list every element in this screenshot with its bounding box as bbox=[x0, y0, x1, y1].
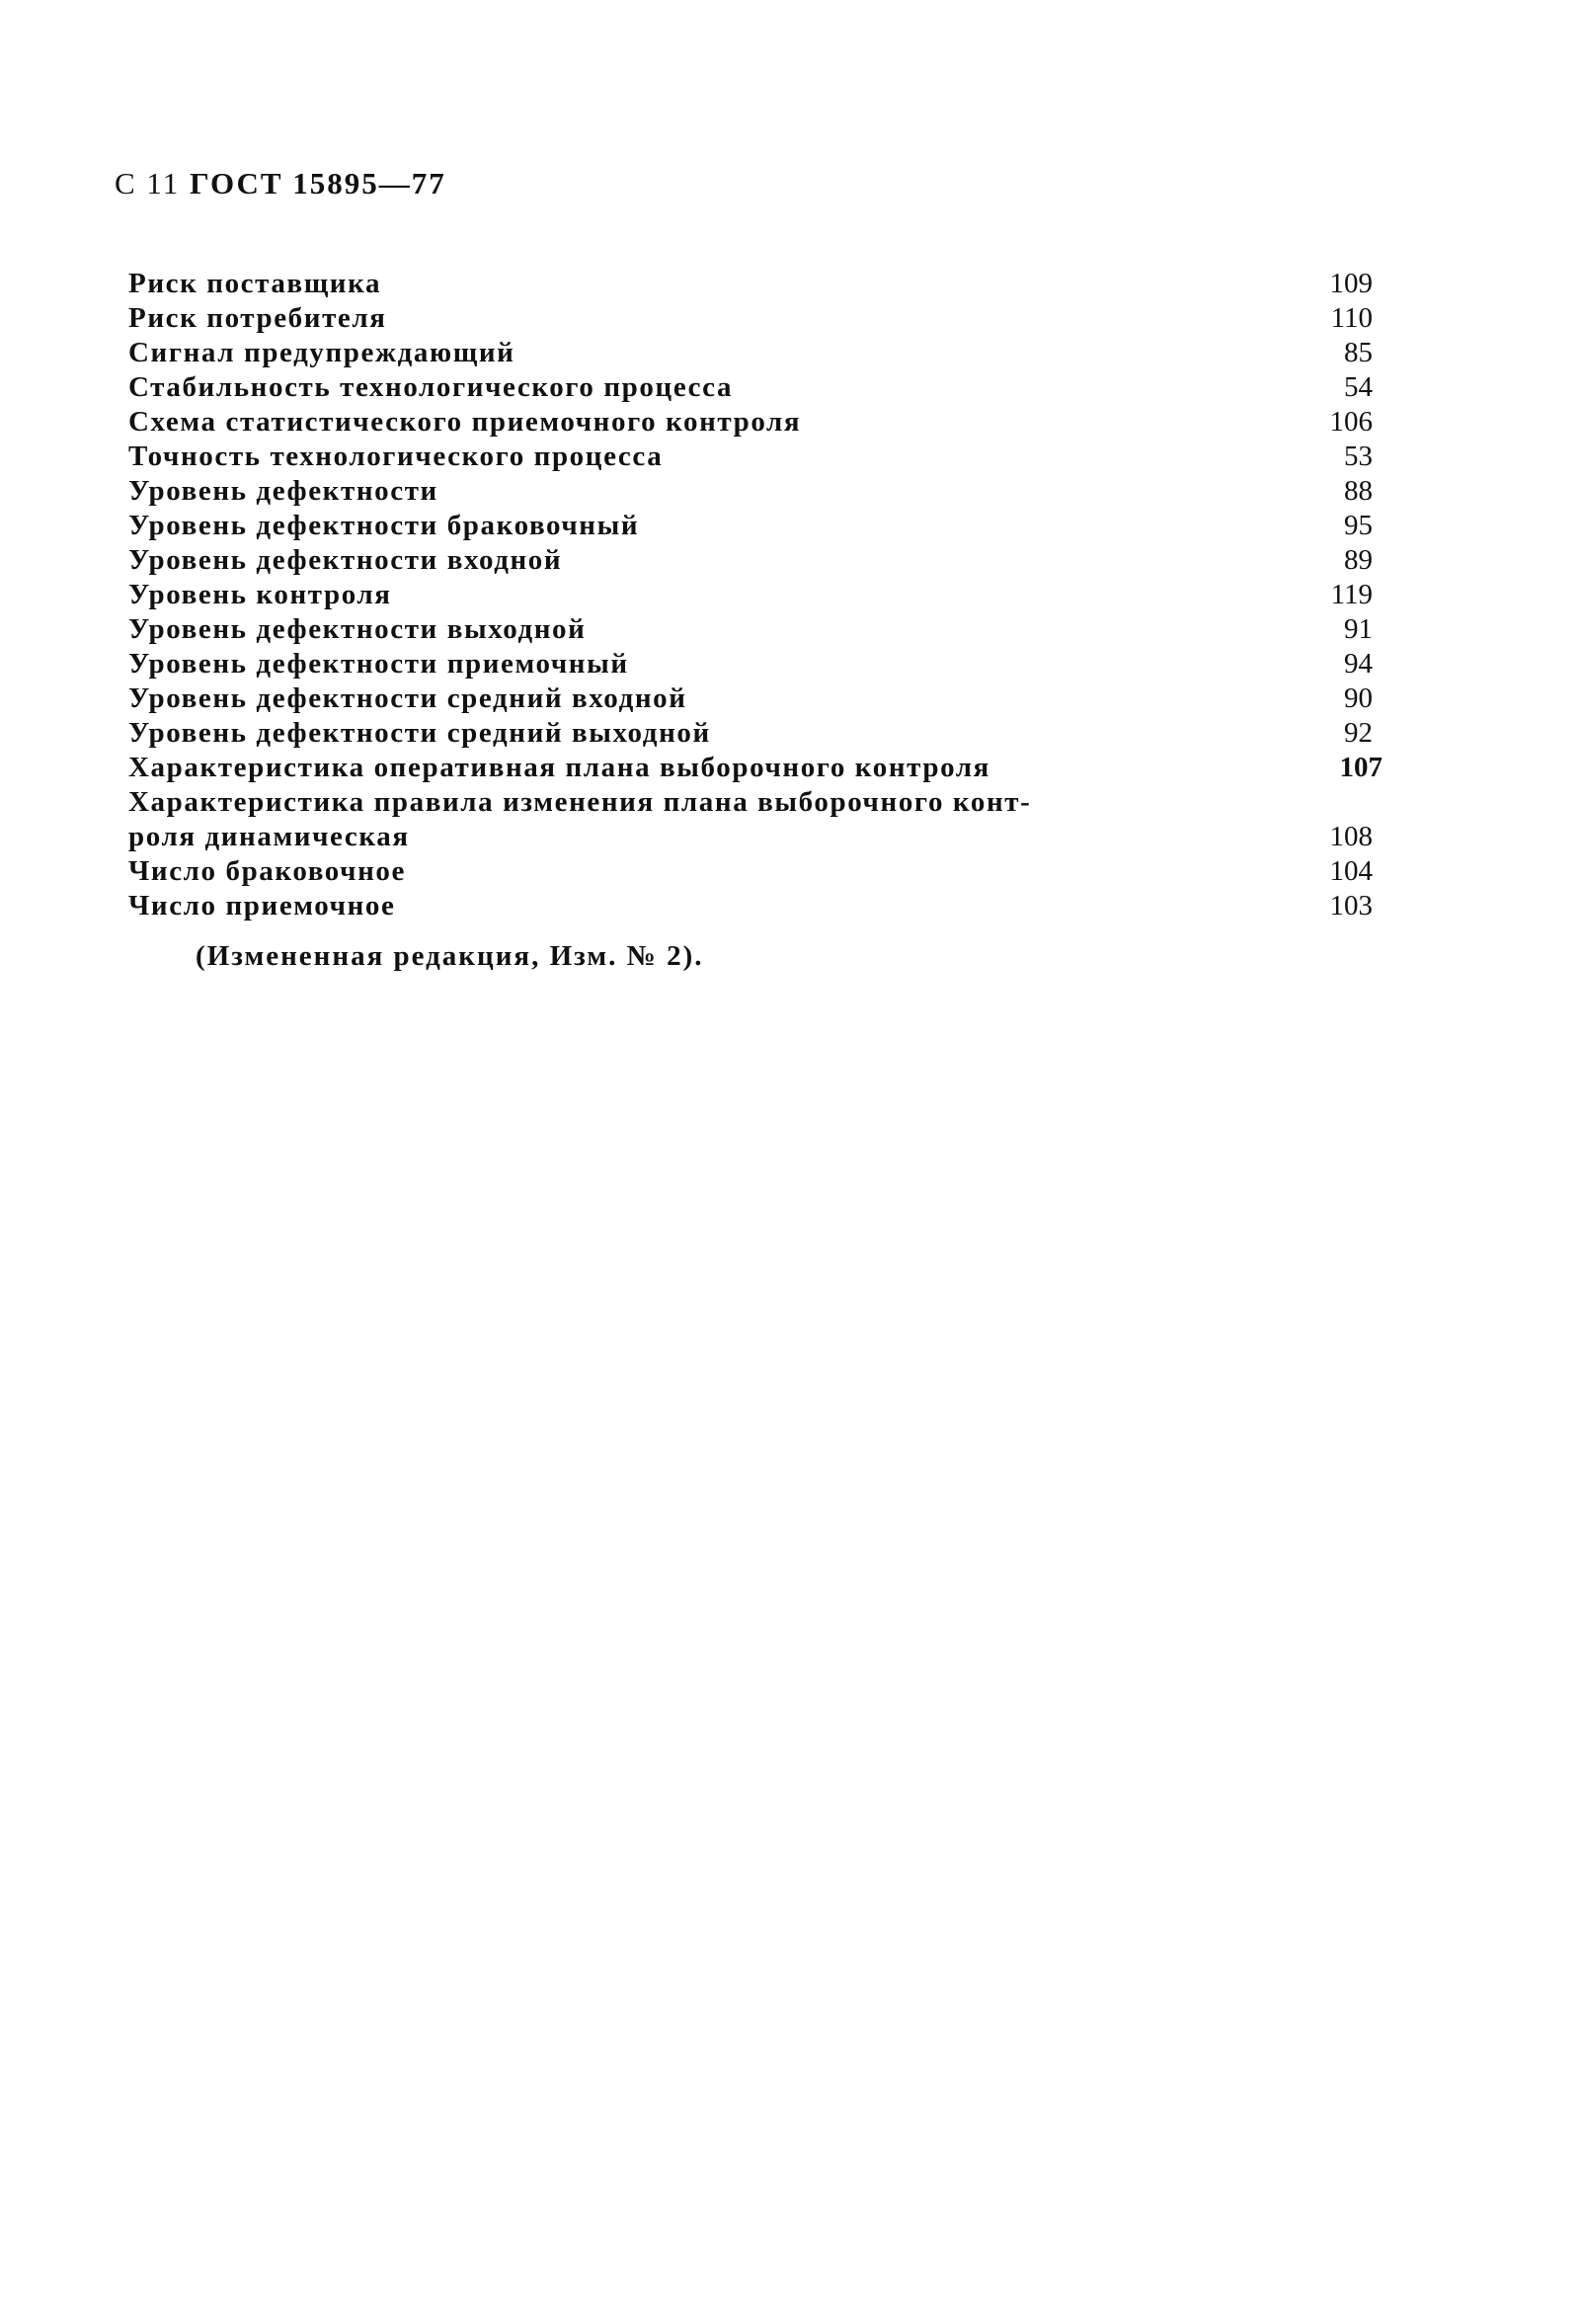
index-page-number: 110 bbox=[1330, 302, 1373, 334]
index-page-number: 54 bbox=[1344, 371, 1373, 403]
index-page-number: 107 bbox=[1339, 752, 1382, 783]
index-term: Уровень контроля bbox=[128, 579, 392, 610]
index-entry bbox=[128, 370, 1402, 405]
standard-designation: ГОСТ 15895—77 bbox=[190, 166, 446, 200]
index-entry bbox=[128, 301, 1402, 336]
index-entry bbox=[128, 854, 1402, 889]
index-page-number: 95 bbox=[1344, 510, 1373, 541]
index-entry bbox=[128, 889, 1402, 923]
index-term: Риск потребителя bbox=[128, 302, 387, 334]
index-page-number: 106 bbox=[1329, 406, 1373, 438]
index-term-continuation: роля динамическая bbox=[128, 821, 410, 852]
index-entry bbox=[128, 267, 1402, 301]
index-entry bbox=[128, 716, 1402, 751]
index-page-number: 104 bbox=[1329, 855, 1373, 887]
index-page-number: 88 bbox=[1344, 475, 1373, 507]
term-index bbox=[128, 267, 1402, 923]
index-entry bbox=[128, 440, 1402, 474]
index-page-number: 103 bbox=[1329, 890, 1373, 922]
index-entry bbox=[128, 681, 1402, 716]
index-term: Уровень дефектности браковочный bbox=[128, 510, 640, 541]
index-page-number: 92 bbox=[1344, 717, 1373, 749]
index-term: Риск поставщика bbox=[128, 268, 382, 299]
index-term: Уровень дефектности bbox=[128, 475, 438, 507]
index-entry bbox=[128, 578, 1402, 612]
index-entry bbox=[128, 474, 1402, 509]
index-page-number: 91 bbox=[1344, 613, 1373, 645]
index-page-number: 85 bbox=[1344, 337, 1373, 368]
index-page-number: 94 bbox=[1344, 648, 1373, 680]
index-entry bbox=[128, 509, 1402, 543]
index-term: Схема статистического приемочного контроля bbox=[128, 406, 802, 438]
index-term: Уровень дефектности средний входной bbox=[128, 682, 687, 714]
page-label: С 11 bbox=[115, 166, 181, 200]
index-entry bbox=[128, 543, 1402, 578]
index-term: Уровень дефектности средний выходной bbox=[128, 717, 711, 749]
index-term: Характеристика правила изменения плана выборочного конт- bbox=[128, 786, 1032, 818]
index-page-number: 108 bbox=[1329, 821, 1373, 852]
index-term: Уровень дефектности выходной bbox=[128, 613, 587, 645]
index-term: Уровень дефектности приемочный bbox=[128, 648, 629, 680]
index-page-number: 90 bbox=[1344, 682, 1373, 714]
index-page-number: 109 bbox=[1329, 268, 1373, 299]
revision-note: (Измененная редакция, Изм. № 2). bbox=[196, 940, 704, 972]
index-entry bbox=[128, 405, 1402, 440]
index-entry-continuation bbox=[128, 820, 1402, 854]
index-entry bbox=[128, 785, 1402, 820]
index-page-number: 89 bbox=[1344, 544, 1373, 576]
index-entry bbox=[128, 751, 1402, 785]
index-term: Характеристика оперативная плана выборочного контроля bbox=[128, 752, 990, 783]
index-page-number: 53 bbox=[1344, 441, 1373, 472]
index-page-number: 119 bbox=[1330, 579, 1373, 610]
index-term: Число браковочное bbox=[128, 855, 406, 887]
index-term: Уровень дефектности входной bbox=[128, 544, 563, 576]
index-entry bbox=[128, 647, 1402, 681]
index-term: Число приемочное bbox=[128, 890, 396, 922]
index-entry bbox=[128, 336, 1402, 370]
index-term: Сигнал предупреждающий bbox=[128, 337, 515, 368]
index-term: Точность технологического процесса bbox=[128, 441, 664, 472]
index-entry bbox=[128, 612, 1402, 647]
page-header bbox=[115, 166, 446, 201]
index-term: Стабильность технологического процесса bbox=[128, 371, 734, 403]
